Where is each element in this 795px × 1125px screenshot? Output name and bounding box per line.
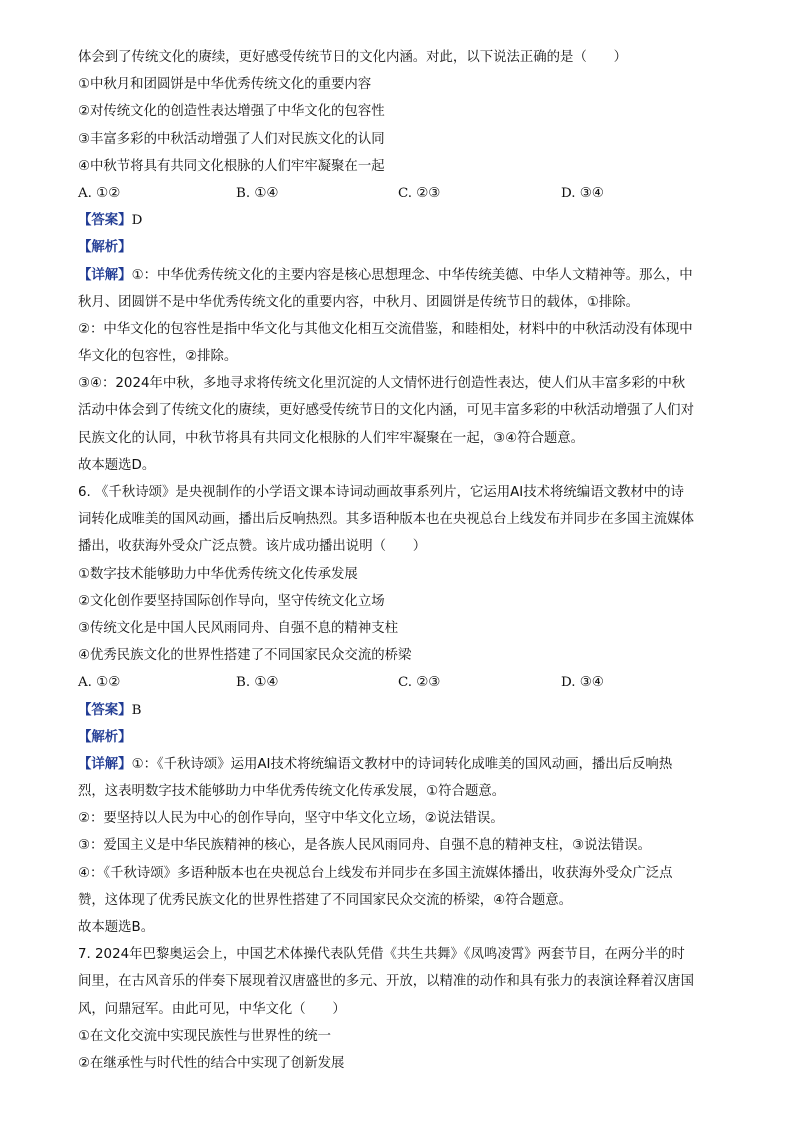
q7-statement-1: ①在文化交流中实现民族性与世界性的统一 [78, 1028, 332, 1044]
q6-stem-line-2: 词转化成唯美的国风动画，播出后反响热烈。其多语种版本也在央视总台上线发布并同步在多国主流媒体 [78, 512, 694, 528]
q5-detail-text-1: ①：中华优秀传统文化的主要内容是核心思想理念、中华传统美德、中华人文精神等。那么，中 [131, 267, 693, 283]
q5-option-a: A. ①② [78, 185, 121, 201]
q6-detail-line-2: 烈，这表明数字技术能够助力中华优秀传统文化传承发展，①符合题意。 [78, 784, 506, 800]
q6-option-d: D. ③④ [561, 675, 604, 691]
q5-detail-tag: 【详解】 [78, 267, 132, 283]
q6-detail-line-3: ②：要坚持以人民为中心的创作导向，坚守中华文化立场，②说法错误。 [78, 811, 504, 827]
q5-detail-line-1 [78, 262, 755, 289]
q5-detail-line-6: 活动中体会到了传统文化的赓续，更好感受传统节日的文化内涵，可见丰富多彩的中秋活动增强了人们对 [78, 403, 694, 419]
q6-detail-line-6: 赞，这体现了优秀民族文化的世界性搭建了不同国家民众交流的桥梁，④符合题意。 [78, 892, 573, 908]
q5-options [78, 180, 755, 207]
q6-detail-line-1 [78, 751, 755, 778]
q6-detail-tag: 【详解】 [78, 756, 132, 772]
q6-detail-line-5: ④：《千秋诗颂》多语种版本也在央视总台上线发布并同步在多国主流媒体播出，收获海外受众广泛点 [78, 865, 673, 881]
q5-statement-1: ①中秋月和团圆饼是中华优秀传统文化的重要内容 [78, 77, 372, 93]
q6-option-c: C. ②③ [398, 675, 441, 691]
q6-detail-line-4: ③：爱国主义是中华民族精神的核心，是各族人民风雨同舟、自强不息的精神支柱，③说法错误。 [78, 838, 652, 854]
q6-detail-line-7: 故本题选B。 [78, 920, 155, 935]
q6-answer-value: B [131, 702, 142, 718]
q5-option-b: B. ①④ [236, 185, 279, 201]
q7-stem-line-3: 风，问鼎冠军。由此可见，中华文化（ ） [78, 1001, 346, 1017]
q5-option-d: D. ③④ [561, 185, 604, 201]
q5-stem-tail: 体会到了传统文化的赓续，更好感受传统节日的文化内涵。对此，以下说法正确的是（ ） [78, 50, 628, 65]
q5-detail-line-4: 华文化的包容性，②排除。 [78, 349, 238, 365]
q6-options [78, 669, 755, 696]
q6-analysis [78, 724, 755, 751]
q5-analysis [78, 234, 755, 261]
q6-option-b: B. ①④ [236, 675, 279, 691]
q5-statement-4: ④中秋节将具有共同文化根脉的人们牢牢凝聚在一起 [78, 158, 385, 174]
q7-stem-line-2: 间里，在古风音乐的伴奏下展现着汉唐盛世的多元、开放，以精准的动作和具有张力的表演诠释着汉唐国 [78, 974, 694, 990]
q6-answer-tag: 【答案】 [78, 702, 132, 718]
q6-analysis-tag: 【解析】 [78, 729, 132, 745]
q5-detail-line-2: 秋月、团圆饼不是中华优秀传统文化的重要内容，中秋月、团圆饼是传统节日的载体，①排除。 [78, 294, 640, 310]
q5-answer-value: D [131, 213, 143, 229]
q5-analysis-tag: 【解析】 [78, 240, 132, 256]
q6-statement-3: ③传统文化是中国人民风雨同舟、自强不息的精神支柱 [78, 620, 398, 636]
q6-detail-text-1: ①：《千秋诗颂》运用AI技术将统编语文教材中的诗词转化成唯美的国风动画，播出后反响热 [131, 756, 673, 772]
q5-detail-line-3: ②：中华文化的包容性是指中华文化与其他文化相互交流借鉴，和睦相处，材料中的中秋活动没有体现中 [78, 321, 693, 337]
q6-option-a: A. ①② [78, 675, 121, 691]
q6-answer [78, 697, 755, 724]
q6-statement-1: ①数字技术能够助力中华优秀传统文化传承发展 [78, 566, 358, 582]
q5-option-c: C. ②③ [398, 185, 441, 201]
q5-statement-2: ②对传统文化的创造性表达增强了中华文化的包容性 [78, 104, 385, 120]
q7-statement-2: ②在继承性与时代性的结合中实现了创新发展 [78, 1055, 345, 1071]
q5-answer [78, 207, 755, 234]
q5-detail-line-5: ③④：2024年中秋，多地寻求将传统文化里沉淀的人文情怀进行创造性表达，使人们从丰富多彩的中秋 [78, 376, 686, 392]
q6-stem-line-1: 6. 《千秋诗颂》是央视制作的小学语文课本诗词动画故事系列片，它运用AI技术将统编语文教材中的诗 [78, 485, 684, 500]
q5-detail-line-8: 故本题选D。 [78, 457, 156, 473]
q5-statement-3: ③丰富多彩的中秋活动增强了人们对民族文化的认同 [78, 131, 385, 147]
q6-stem-line-3: 播出，收获海外受众广泛点赞。该片成功播出说明（ ） [78, 539, 427, 555]
q5-detail-line-7: 民族文化的认同，中秋节将具有共同文化根脉的人们牢牢凝聚在一起，③④符合题意。 [78, 430, 585, 446]
q5-answer-tag: 【答案】 [78, 213, 132, 229]
q6-statement-2: ②文化创作要坚持国际创作导向，坚守传统文化立场 [78, 593, 385, 609]
q7-stem-line-1: 7. 2024年巴黎奥运会上，中国艺术体操代表队凭借《共生共舞》《凤鸣凌霄》两套节目，在两分半的时 [78, 947, 685, 963]
q6-statement-4: ④优秀民族文化的世界性搭建了不同国家民众交流的桥梁 [78, 648, 412, 664]
